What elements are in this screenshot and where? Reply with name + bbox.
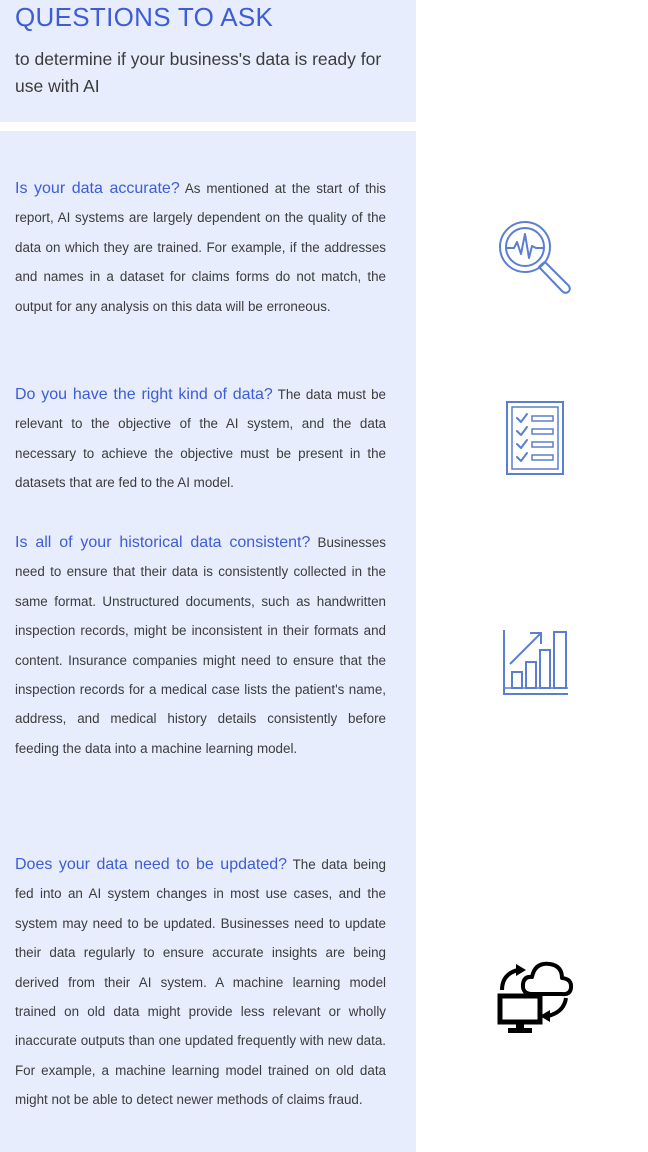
section-right-kind: [15, 380, 386, 498]
section-updated: [15, 850, 386, 1115]
question-heading: Is your data accurate?: [15, 180, 180, 197]
magnifier-heartbeat-icon: [496, 220, 576, 296]
page-subtitle: to determine if your business's data is ready for use with AI: [15, 49, 382, 96]
section-consistent: [15, 528, 386, 763]
page-title: QUESTIONS TO ASK: [15, 2, 274, 32]
header-panel: [0, 0, 416, 122]
question-heading: Do you have the right kind of data?: [15, 386, 273, 403]
section-body: The data being fed into an AI system changes in most use cases, and the system may need to be updated. Businesses need to update their data regularly to ensure accurate insights are being derived from their AI system. A machine learning model trained on old data might provide less relevant or wholly inaccurate outputs than one updated frequently with new data. For example, a machine learning model trained on old data might not be able to detect newer methods of claims fraud.: [15, 857, 386, 1108]
cloud-sync-monitor-icon: [496, 958, 576, 1036]
section-body: The data must be relevant to the objective of the AI system, and the data necessary to achieve the objective must be present in the datasets that are fed to the AI model.: [15, 387, 386, 491]
bar-chart-growth-icon: [502, 628, 570, 698]
question-heading: Does your data need to be updated?: [15, 856, 288, 873]
section-body: As mentioned at the start of this report, AI systems are largely dependent on the quality of the data on which they are trained. For example, if the addresses and names in a dataset for claims forms do not match, the output for any analysis on this data will be erroneous.: [15, 181, 387, 314]
checklist-icon: [505, 400, 565, 476]
question-heading: Is all of your historical data consistent?: [15, 534, 311, 551]
divider: [0, 122, 416, 131]
section-accurate: [15, 174, 386, 321]
section-body: Businesses need to ensure that their data is consistently collected in the same format. Unstructured documents, such as handwritten inspection records, might be inconsistent in their formats and content. Insurance companies might need to ensure that the inspection records for a medical case lists the patient's name, address, and medical history details consistently before feeding the data into a machine learning model.: [15, 535, 386, 756]
